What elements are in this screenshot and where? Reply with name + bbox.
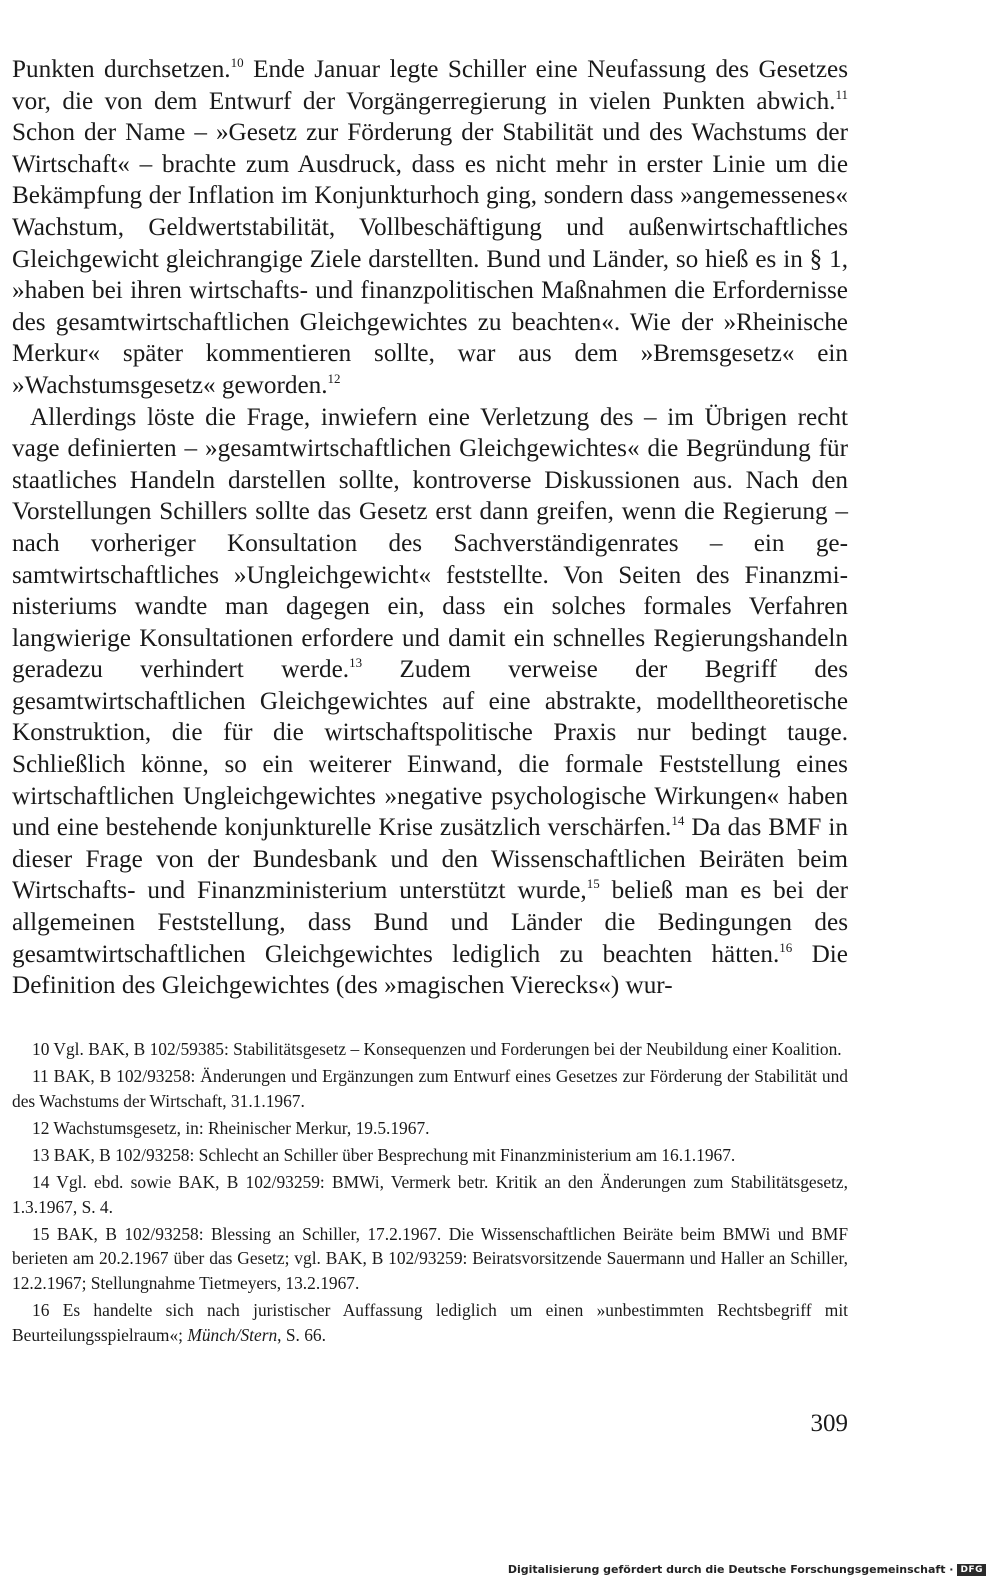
footnote-13	[12, 1143, 848, 1168]
footnote-15	[12, 1222, 848, 1296]
footnote-number: 14	[32, 1171, 50, 1192]
footnote-ref-15[interactable]: 15	[586, 876, 600, 892]
paragraph-1	[12, 54, 848, 402]
footnote-ref-12[interactable]: 12	[327, 370, 341, 386]
footnote-10	[12, 1037, 848, 1062]
dfg-logo-icon: DFG	[957, 1564, 986, 1576]
digitization-footer	[508, 1563, 986, 1576]
footnote-14	[12, 1170, 848, 1219]
footer-text: Digitalisierung gefördert durch die Deutsche Forschungsgemeinschaft ·	[507, 1563, 954, 1576]
page-number: 309	[810, 1410, 848, 1437]
text-run: Allerdings löste die Frage, inwiefern eine Verletzung des – im Übrigen recht vage definierten – »gesamtwirtschaftlichen Gleichgewichtes« die Begründung für staatliches Handeln darstellen sollte, kontroverse Diskussionen aus. Nach den Vorstellungen Schillers sollte das Gesetz erst dann greifen, wenn die Regierung – nach vorheriger Konsultation des Sachverständigenrates – ein gesamtwirtschaftliches »Ungleichgewicht« feststellte. Von Seiten des Finanzministeriums wandte man dagegen ein, dass ein solches formales Verfahren langwierige Konsultationen erfordere und damit ein schnelles Regierungshandeln geradezu verhindert werde.	[12, 403, 848, 684]
main-text	[12, 54, 848, 1002]
footnote-text-after: , S. 66.	[277, 1324, 326, 1345]
footnote-ref-10[interactable]: 10	[230, 55, 244, 70]
text-run: Zudem verweise der Begriff des gesamtwirtschaftlichen Gleichgewichtes auf eine abstrakte, modelltheoretische Konstruktion, die für die wirtschaftspolitische Praxis nur bedingt tauge. Schließlich könne, so ein weiterer Einwand, die formale Feststellung eines wirtschaftlichen Ungleichgewichtes »negative psychologische Wirkungen« haben und eine bestehende konjunkturelle Krise zusätzlich verschärfen.	[12, 656, 849, 842]
footnote-text: Wachstumsgesetz, in: Rheinischer Merkur, 19.5.1967.	[49, 1117, 430, 1138]
footnote-ref-11[interactable]: 11	[835, 86, 848, 102]
footnote-ref-13[interactable]: 13	[349, 655, 363, 671]
text-run: beließ man es bei der allgemeinen Feststellung, dass Bund und Länder die Bedingungen des gesamtwirtschaftlichen Gleichgewichtes lediglich zu beachten hätten.	[12, 877, 849, 968]
footnote-text: BAK, B 102/93258: Schlecht an Schiller über Besprechung mit Finanzministerium am 16.1.1967.	[49, 1144, 736, 1165]
footnote-16	[12, 1298, 848, 1347]
text-run: Da das BMF in dieser Frage von der Bundesbank und den Wissenschaftlichen Beiräten beim Wirtschafts- und Finanzministerium unterstützt wurde,	[12, 814, 848, 905]
footnote-text: Vgl. BAK, B 102/59385: Stabilitätsgesetz – Konsequenzen und Forderungen bei der Neubildung einer Koalition.	[49, 1039, 842, 1059]
footnote-citation-italic: Münch/Stern	[187, 1324, 278, 1345]
footnote-text: Es handelte sich nach juristischer Auffassung lediglich um einen »unbestimmten Rechtsbegriff mit Beurteilungsspielraum«;	[12, 1299, 848, 1345]
text-run: Schon der Name – »Gesetz zur Förderung der Stabilität und des Wachstums der Wirtschaft« – brachte zum Ausdruck, dass es nicht mehr in erster Linie um die Bekämpfung der Inflation im Konjunkturhoch ging, sondern dass »angemessenes« Wachstum, Geldwertstabilität, Vollbeschäftigung und außenwirtschaftliches Gleichgewicht gleichrangige Ziele darstellten. Bund und Länder, so hieß es in § 1, »haben bei ihren wirtschafts- und finanzpolitischen Maßnahmen die Erfordernisse des gesamtwirtschaftlichen Gleichgewichtes zu beachten«. Wie der »Rheinische Merkur« später kommentieren sollte, war aus dem »Bremsgesetz« ein »Wachstumsgesetz« geworden.	[12, 119, 848, 399]
footnote-number: 16	[32, 1299, 50, 1320]
text-run: Punkten durchsetzen.	[12, 56, 231, 83]
footnote-text: Vgl. ebd. sowie BAK, B 102/93259: BMWi, Vermerk betr. Kritik an den Änderungen zum Stabilitätsgesetz, 1.3.1967, S. 4.	[12, 1171, 848, 1217]
footnote-12	[12, 1116, 848, 1141]
footnote-number: 11	[32, 1066, 49, 1087]
text-run: Ende Januar legte Schiller eine Neufassung des Gesetzes vor, die von dem Entwurf der Vorgängerregierung in vielen Punkten abwich.	[12, 56, 849, 115]
footnote-number: 12	[32, 1117, 50, 1138]
footnote-number: 13	[32, 1144, 50, 1165]
paragraph-2	[12, 402, 848, 1002]
text-run: Die Definition des Gleichgewichtes (des »magischen Vierecks«) wur-	[12, 940, 848, 1000]
footnote-text: BAK, B 102/93258: Blessing an Schiller, 17.2.1967. Die Wissenschaftlichen Beiräte beim BMWi und BMF berieten am 20.2.1967 über das Gesetz; vgl. BAK, B 102/93259: Beiratsvorsitzende Sauermann und Haller an Schiller, 12.2.1967; Stellungnahme Tietmeyers, 13.2.1967.	[12, 1223, 848, 1293]
footnote-11	[12, 1064, 848, 1113]
footnote-ref-16[interactable]: 16	[779, 939, 793, 955]
footnote-number: 15	[32, 1223, 50, 1244]
footnote-number: 10	[32, 1039, 50, 1059]
footnote-text: BAK, B 102/93258: Änderungen und Ergänzungen zum Entwurf eines Gesetzes zur Förderung der Stabilität und des Wachstums der Wirtschaft, 31.1.1967.	[12, 1066, 848, 1111]
footnotes	[12, 1037, 848, 1350]
footnote-ref-14[interactable]: 14	[671, 813, 685, 829]
